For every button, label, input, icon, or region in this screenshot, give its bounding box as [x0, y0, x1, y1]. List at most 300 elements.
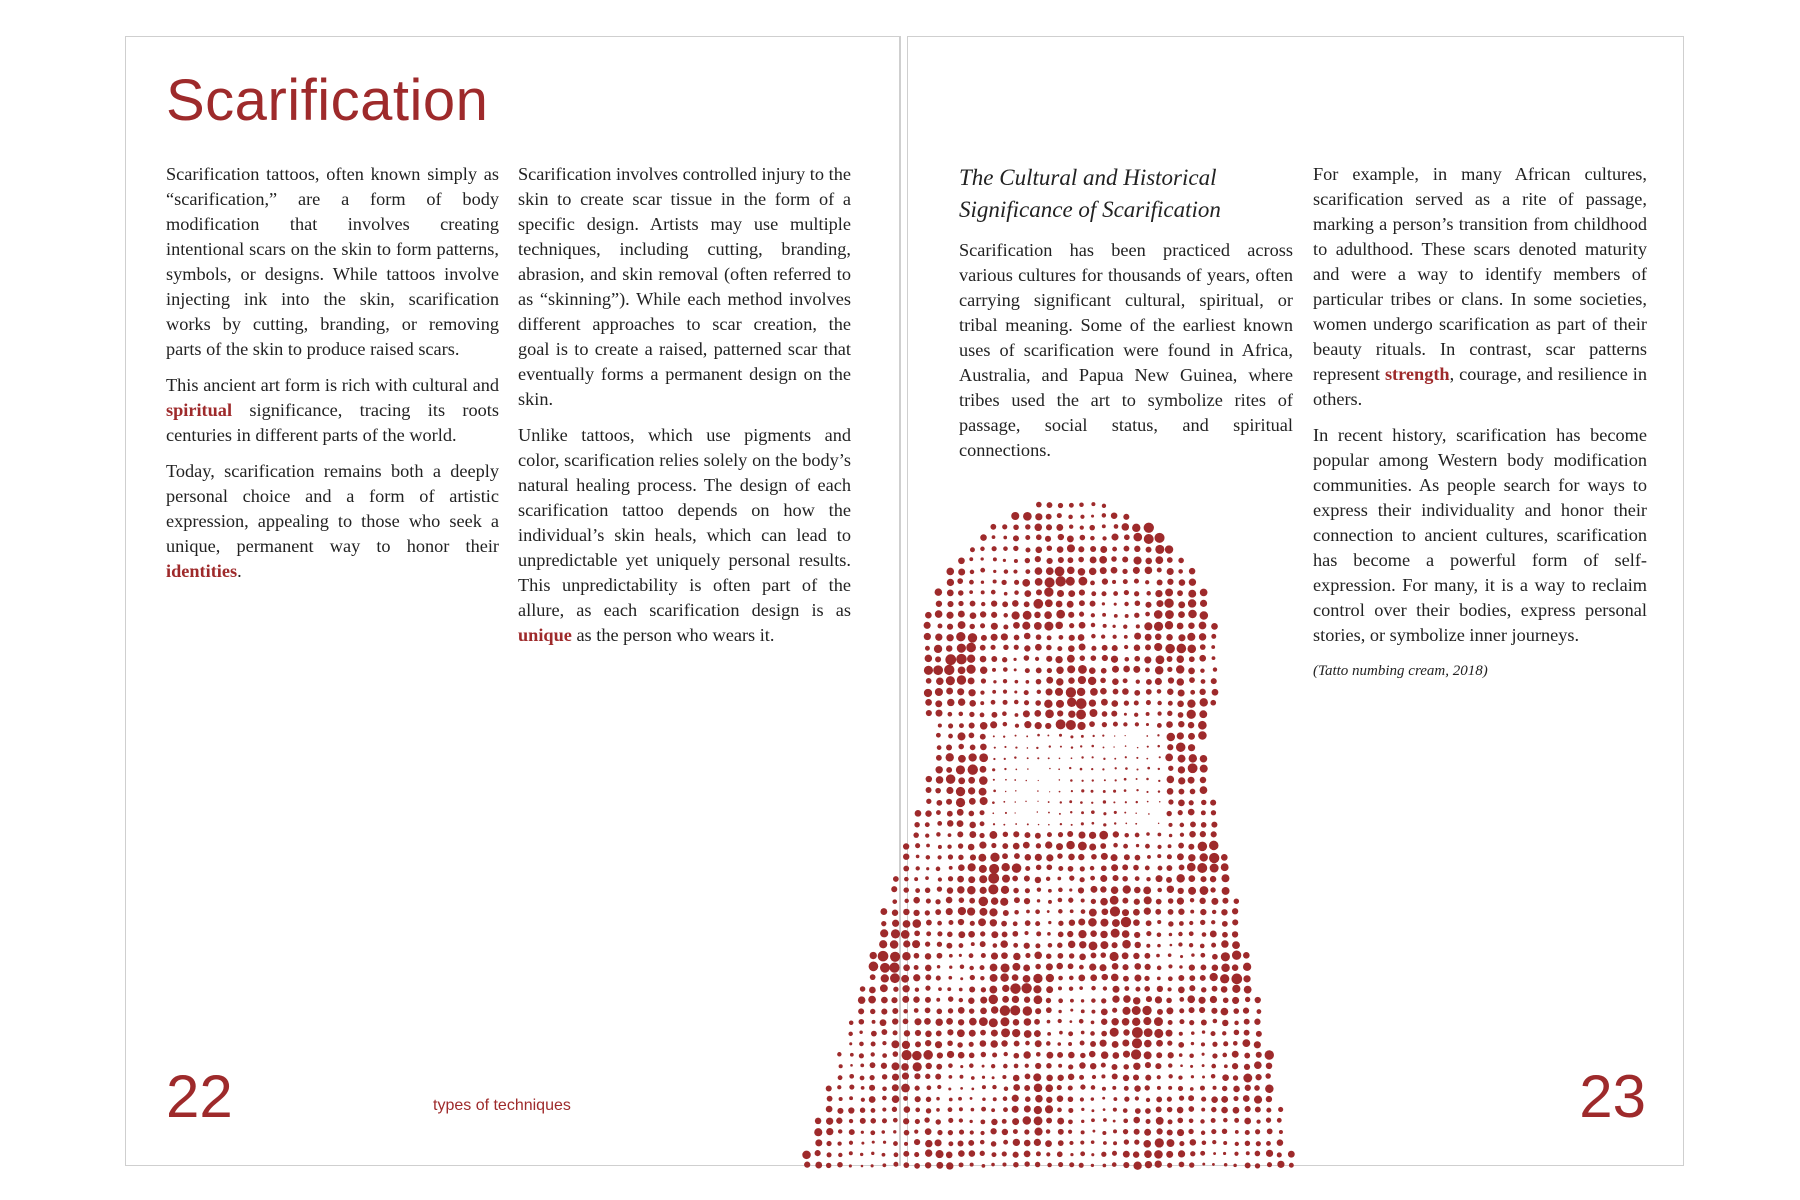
- halftone-dot: [1091, 591, 1096, 596]
- halftone-dot: [980, 623, 985, 628]
- halftone-dot: [1047, 910, 1050, 913]
- halftone-dot: [1143, 886, 1151, 894]
- halftone-dot: [991, 1064, 995, 1068]
- halftone-dot: [1110, 952, 1119, 961]
- halftone-dot: [1013, 1053, 1019, 1059]
- halftone-dot: [1114, 758, 1116, 760]
- halftone-dot: [1036, 1052, 1041, 1057]
- halftone-dot: [948, 854, 953, 859]
- halftone-dot: [915, 810, 922, 817]
- halftone-dot: [848, 1107, 854, 1113]
- halftone-dot: [1078, 854, 1084, 860]
- halftone-dot: [894, 1152, 899, 1157]
- halftone-dot: [948, 996, 953, 1001]
- halftone-dot: [870, 1118, 876, 1124]
- halftone-dot: [1035, 556, 1041, 562]
- halftone-dot: [1091, 802, 1093, 804]
- halftone-dot: [947, 811, 953, 817]
- halftone-dot: [969, 1008, 975, 1014]
- halftone-dot: [968, 777, 975, 784]
- halftone-dot: [1136, 778, 1138, 780]
- halftone-dot: [904, 877, 909, 882]
- halftone-dot: [993, 570, 996, 573]
- halftone-dot: [1034, 622, 1042, 630]
- halftone-dot: [1212, 1042, 1217, 1047]
- halftone-dot: [1145, 964, 1151, 970]
- halftone-dot: [1068, 941, 1075, 948]
- halftone-dot: [1211, 810, 1216, 815]
- halftone-dot: [925, 699, 932, 706]
- halftone-dot: [923, 1050, 933, 1060]
- halftone-dot: [925, 1162, 931, 1168]
- halftone-dot: [1199, 633, 1206, 640]
- halftone-dot: [1112, 986, 1119, 993]
- halftone-dot: [890, 973, 900, 983]
- halftone-dot: [1148, 813, 1150, 815]
- halftone-dot: [1035, 921, 1040, 926]
- halftone-dot: [1164, 599, 1173, 608]
- halftone-dot: [1199, 622, 1207, 630]
- halftone-dot: [946, 943, 952, 949]
- halftone-dot: [1200, 786, 1208, 794]
- halftone-dot: [1165, 588, 1173, 596]
- halftone-dot: [991, 931, 998, 938]
- halftone-dot: [926, 1108, 931, 1113]
- halftone-dot: [1267, 1128, 1273, 1134]
- halftone-dot: [1122, 1039, 1129, 1046]
- subheading-line-1: The Cultural and Historical: [959, 165, 1217, 190]
- halftone-dot: [860, 986, 866, 992]
- text-run: as the person who wears it.: [571, 625, 775, 645]
- halftone-dot: [1034, 1030, 1041, 1037]
- halftone-dot: [1200, 944, 1205, 949]
- halftone-dot: [893, 1118, 898, 1123]
- halftone-dot: [946, 767, 952, 773]
- halftone-dot: [1068, 612, 1074, 618]
- halftone-dot: [1035, 578, 1043, 586]
- halftone-dot: [1245, 1106, 1251, 1112]
- halftone-dot: [1068, 1074, 1074, 1080]
- halftone-dot: [1188, 744, 1195, 751]
- halftone-dot: [881, 974, 889, 982]
- halftone-dot: [968, 844, 975, 851]
- halftone-dot: [1037, 887, 1041, 891]
- halftone-dot: [1111, 534, 1118, 541]
- halftone-dot: [1002, 1119, 1007, 1124]
- halftone-dot: [1068, 1119, 1073, 1124]
- halftone-dot: [1058, 1140, 1064, 1146]
- halftone-dot: [1003, 536, 1007, 540]
- halftone-dot: [1089, 568, 1097, 576]
- halftone-dot: [904, 1142, 908, 1146]
- halftone-dot: [1112, 1086, 1116, 1090]
- halftone-dot: [1081, 899, 1085, 903]
- halftone-dot: [1101, 1152, 1106, 1157]
- halftone-dot: [1059, 791, 1061, 793]
- halftone-dot: [1255, 1074, 1261, 1080]
- halftone-dot: [1069, 525, 1073, 529]
- halftone-dot: [1277, 1118, 1282, 1123]
- halftone-dot: [1177, 590, 1183, 596]
- halftone-dot: [992, 690, 996, 694]
- halftone-dot: [891, 1040, 899, 1048]
- halftone-dot: [1125, 745, 1127, 747]
- text-run: Unlike tattoos, which use pigments and color, scarification relies solely on the body’s natural healing process. The design of each scarification tattoo depends on how the individual’s skin heals, which can lead to unpredictable yet uniquely personal results. This unpredictability is often part of the allure, as each scarification design is as: [518, 425, 851, 620]
- halftone-dot: [1025, 547, 1030, 552]
- halftone-dot: [1124, 657, 1129, 662]
- halftone-dot: [915, 1030, 921, 1036]
- halftone-dot: [1058, 1010, 1061, 1013]
- halftone-dot: [1168, 1074, 1172, 1078]
- halftone-dot: [1078, 665, 1087, 674]
- halftone-dot: [1125, 756, 1127, 758]
- halftone-dot: [946, 1162, 953, 1169]
- halftone-dot: [990, 1040, 997, 1047]
- halftone-dot: [1014, 756, 1016, 758]
- halftone-dot: [1202, 1163, 1205, 1166]
- halftone-dot: [1188, 854, 1195, 861]
- halftone-dot: [903, 1118, 909, 1124]
- halftone-dot: [959, 1162, 964, 1167]
- halftone-dot: [991, 897, 998, 904]
- halftone-dot: [1133, 556, 1141, 564]
- halftone-dot: [1146, 723, 1149, 726]
- halftone-dot: [970, 975, 975, 980]
- halftone-dot: [1091, 623, 1096, 628]
- halftone-dot: [1188, 777, 1195, 784]
- halftone-dot: [957, 809, 964, 816]
- halftone-dot: [957, 578, 963, 584]
- halftone-dot: [1156, 1040, 1163, 1047]
- halftone-dot: [925, 834, 929, 838]
- halftone-dot: [925, 1128, 932, 1135]
- halftone-dot: [946, 634, 953, 641]
- halftone-dot: [924, 666, 933, 675]
- halftone-dot: [1046, 1129, 1051, 1134]
- halftone-dot: [815, 1118, 822, 1125]
- halftone-dot: [980, 734, 986, 740]
- text-run: Scarification tattoos, often known simply as “scarification,” are a form of body modification that involves creating intentional scars on the skin to form patterns, symbols, or designs. While tattoos involve injecting ink into the skin, scarification works by cutting, branding, or removing parts of the skin to produce raised scars.: [166, 164, 499, 359]
- halftone-dot: [991, 1108, 995, 1112]
- halftone-dot: [1068, 1085, 1073, 1090]
- halftone-dot: [1123, 1151, 1130, 1158]
- halftone-dot: [1235, 1142, 1239, 1146]
- halftone-dot: [991, 1141, 997, 1147]
- halftone-dot: [1003, 700, 1008, 705]
- halftone-dot: [1157, 1086, 1161, 1090]
- halftone-dot: [1091, 854, 1097, 860]
- halftone-dot: [1081, 780, 1083, 782]
- text-run: Scarification involves controlled injury to the skin to create scar tissue in the form of a specific design. Artists may use multiple techniques, including cutting, branding, abrasion, and skin removal (often referred to as “skinning”). While each method involves different approaches to scar creation, the goal is to create a raised, patterned scar that eventually forms a permanent design on the skin.: [518, 164, 851, 409]
- halftone-dot: [1000, 973, 1008, 981]
- halftone-dot: [1211, 1031, 1216, 1036]
- halftone-dot: [1014, 812, 1015, 813]
- halftone-dot: [991, 1119, 997, 1125]
- halftone-dot: [1190, 910, 1194, 914]
- halftone-dot: [980, 547, 985, 552]
- halftone-dot: [1035, 513, 1042, 520]
- halftone-dot: [969, 1053, 975, 1059]
- halftone-dot: [1046, 524, 1052, 530]
- halftone-dot: [868, 996, 876, 1004]
- halftone-dot: [981, 590, 985, 594]
- halftone-dot: [1199, 898, 1205, 904]
- halftone-dot: [1047, 668, 1052, 673]
- halftone-dot: [1125, 822, 1127, 824]
- halftone-dot: [993, 579, 997, 583]
- halftone-dot: [1113, 843, 1118, 848]
- halftone-dot: [992, 1076, 995, 1079]
- halftone-dot: [1023, 1116, 1032, 1125]
- halftone-dot: [1101, 865, 1107, 871]
- halftone-dot: [1125, 735, 1126, 736]
- halftone-dot: [1080, 745, 1082, 747]
- halftone-dot: [881, 1063, 887, 1069]
- halftone-dot: [1060, 746, 1062, 748]
- halftone-dot: [913, 1062, 922, 1071]
- halftone-dot: [902, 1041, 910, 1049]
- halftone-dot: [902, 985, 909, 992]
- halftone-dot: [970, 1130, 974, 1134]
- halftone-dot: [1114, 614, 1118, 618]
- halftone-dot: [1169, 933, 1173, 937]
- halftone-dot: [1090, 1063, 1096, 1069]
- halftone-dot: [970, 745, 976, 751]
- halftone-dot: [903, 1096, 908, 1101]
- halftone-dot: [1071, 746, 1073, 748]
- halftone-dot: [902, 952, 910, 960]
- halftone-dot: [1177, 678, 1184, 685]
- halftone-dot: [1177, 898, 1184, 905]
- halftone-dot: [981, 953, 986, 958]
- halftone-dot: [1056, 524, 1063, 531]
- halftone-dot: [1122, 898, 1128, 904]
- halftone-dot: [980, 645, 986, 651]
- halftone-dot: [1176, 874, 1185, 883]
- halftone-dot: [1177, 1129, 1184, 1136]
- halftone-dot: [1024, 1140, 1031, 1147]
- halftone-dot: [982, 1076, 985, 1079]
- halftone-dot: [1057, 1151, 1063, 1157]
- halftone-dot: [837, 1162, 843, 1168]
- halftone-dot: [1091, 1164, 1094, 1167]
- halftone-dot: [1056, 963, 1063, 970]
- halftone-dot: [915, 988, 919, 992]
- halftone-dot: [1076, 710, 1086, 720]
- halftone-dot: [1244, 1053, 1250, 1059]
- halftone-dot: [1012, 963, 1020, 971]
- halftone-dot: [946, 753, 954, 761]
- halftone-dot: [1200, 668, 1204, 672]
- halftone-dot: [1068, 1108, 1073, 1113]
- halftone-dot: [1189, 831, 1196, 838]
- halftone-dot: [1157, 701, 1161, 705]
- halftone-dot: [991, 601, 997, 607]
- halftone-dot: [1111, 700, 1118, 707]
- halftone-dot: [1036, 843, 1041, 848]
- halftone-dot: [935, 700, 942, 707]
- halftone-dot: [1035, 833, 1041, 839]
- halftone-dot: [1124, 789, 1127, 792]
- halftone-dot: [1066, 687, 1076, 697]
- halftone-dot: [989, 995, 998, 1004]
- halftone-dot: [915, 1096, 921, 1102]
- halftone-dot: [1187, 995, 1195, 1003]
- halftone-dot: [1078, 568, 1086, 576]
- halftone-dot: [1059, 635, 1064, 640]
- halftone-dot: [1146, 547, 1152, 553]
- halftone-dot: [1059, 813, 1061, 815]
- halftone-dot: [1045, 1084, 1053, 1092]
- halftone-dot: [904, 1106, 911, 1113]
- halftone-dot: [903, 1009, 908, 1014]
- halftone-dot: [1037, 811, 1039, 813]
- halftone-dot: [1057, 877, 1061, 881]
- halftone-dot: [1265, 1073, 1270, 1078]
- halftone-dot: [1058, 503, 1063, 508]
- halftone-dot: [1145, 866, 1150, 871]
- halftone-dot: [1067, 698, 1076, 707]
- halftone-dot: [1134, 713, 1138, 717]
- halftone-dot: [1156, 899, 1162, 905]
- halftone-dot: [1068, 515, 1073, 520]
- halftone-dot: [1144, 953, 1150, 959]
- halftone-dot: [1046, 688, 1053, 695]
- halftone-dot: [1266, 1108, 1271, 1113]
- halftone-dot: [1255, 1163, 1260, 1168]
- halftone-dot: [1023, 710, 1030, 717]
- halftone-dot: [1091, 745, 1094, 748]
- halftone-dot: [1024, 721, 1031, 728]
- halftone-dot: [1024, 997, 1030, 1003]
- halftone-dot: [1024, 633, 1031, 640]
- halftone-dot: [1112, 1151, 1117, 1156]
- halftone-dot: [925, 1031, 932, 1038]
- halftone-dot: [926, 1063, 932, 1069]
- halftone-dot: [925, 974, 931, 980]
- halftone-dot: [1146, 877, 1150, 881]
- halftone-dot: [1049, 768, 1051, 770]
- halftone-dot: [1133, 997, 1140, 1004]
- halftone-dot: [1015, 769, 1017, 771]
- halftone-dot: [1044, 700, 1052, 708]
- halftone-dot: [1177, 732, 1184, 739]
- halftone-dot: [1221, 854, 1228, 861]
- halftone-dot: [1158, 780, 1160, 782]
- halftone-dot: [1201, 1108, 1205, 1112]
- halftone-dot: [826, 1118, 833, 1125]
- halftone-dot: [1058, 768, 1060, 770]
- halftone-dot: [1123, 1108, 1128, 1113]
- halftone-dot: [959, 1107, 963, 1111]
- halftone-dot: [1005, 779, 1007, 781]
- halftone-dot: [1211, 623, 1218, 630]
- halftone-dot: [1001, 1028, 1010, 1037]
- halftone-dot: [1165, 754, 1173, 762]
- halftone-dot: [1047, 932, 1051, 936]
- halftone-dot: [1212, 1140, 1216, 1144]
- halftone-dot: [1144, 534, 1154, 544]
- halftone-dot: [980, 722, 988, 730]
- halftone-dot: [837, 1141, 841, 1145]
- halftone-dot: [1027, 823, 1029, 825]
- halftone-dot: [1221, 863, 1229, 871]
- halftone-dot: [1190, 1065, 1193, 1068]
- halftone-dot: [1146, 1098, 1150, 1102]
- halftone-dot: [1234, 1152, 1238, 1156]
- halftone-dot: [913, 897, 920, 904]
- halftone-dot: [1114, 524, 1119, 529]
- halftone-dot: [912, 919, 921, 928]
- halftone-dot: [1010, 983, 1020, 993]
- halftone-dot: [979, 875, 987, 883]
- halftone-dot: [1145, 612, 1150, 617]
- halftone-dot: [992, 1085, 996, 1089]
- halftone-dot: [938, 723, 942, 727]
- halftone-dot: [1046, 1063, 1051, 1068]
- halftone-dot: [1068, 1130, 1072, 1134]
- halftone-dot: [1101, 699, 1108, 706]
- halftone-dot: [1232, 964, 1239, 971]
- halftone-dot: [1178, 755, 1186, 763]
- halftone-dot: [1079, 600, 1085, 606]
- halftone-dot: [1133, 919, 1140, 926]
- halftone-dot: [980, 997, 987, 1004]
- halftone-dot: [871, 1152, 874, 1155]
- halftone-dot: [989, 908, 997, 916]
- halftone-dot: [946, 745, 952, 751]
- halftone-dot: [981, 1107, 986, 1112]
- halftone-dot: [990, 974, 998, 982]
- halftone-dot: [1265, 1085, 1273, 1093]
- halftone-dot: [1179, 579, 1186, 586]
- halftone-dot: [1202, 1076, 1205, 1079]
- halftone-dot: [969, 811, 975, 817]
- halftone-dot: [1154, 622, 1163, 631]
- halftone-dot: [1013, 1152, 1019, 1158]
- halftone-dot: [903, 1162, 909, 1168]
- halftone-dot: [903, 909, 909, 915]
- halftone-dot: [1178, 888, 1184, 894]
- halftone-dot: [1090, 886, 1097, 893]
- halftone-dot: [1071, 790, 1073, 792]
- halftone-dot: [1034, 1139, 1041, 1146]
- halftone-dot: [1046, 1041, 1051, 1046]
- halftone-dot: [1067, 601, 1074, 608]
- halftone-dot: [1124, 701, 1129, 706]
- halftone-dot: [1189, 921, 1193, 925]
- halftone-dot: [1003, 736, 1005, 738]
- halftone-dot: [1154, 1017, 1163, 1026]
- halftone-dot: [861, 1165, 864, 1168]
- halftone-dot: [958, 611, 965, 618]
- halftone-dot: [1134, 613, 1139, 618]
- halftone-dot: [1145, 580, 1149, 584]
- halftone-dot: [1035, 1095, 1043, 1103]
- halftone-dot: [1255, 1107, 1261, 1113]
- halftone-dot: [1014, 897, 1020, 903]
- halftone-dot: [1221, 952, 1230, 961]
- halftone-dot: [936, 1150, 944, 1158]
- halftone-dot: [926, 776, 932, 782]
- halftone-dot: [1091, 1153, 1094, 1156]
- halftone-dot: [1168, 953, 1172, 957]
- halftone-dot: [1025, 888, 1030, 893]
- halftone-dot: [967, 655, 975, 663]
- halftone-dot: [1288, 1151, 1295, 1158]
- halftone-dot: [925, 612, 932, 619]
- halftone-dot: [1200, 831, 1206, 837]
